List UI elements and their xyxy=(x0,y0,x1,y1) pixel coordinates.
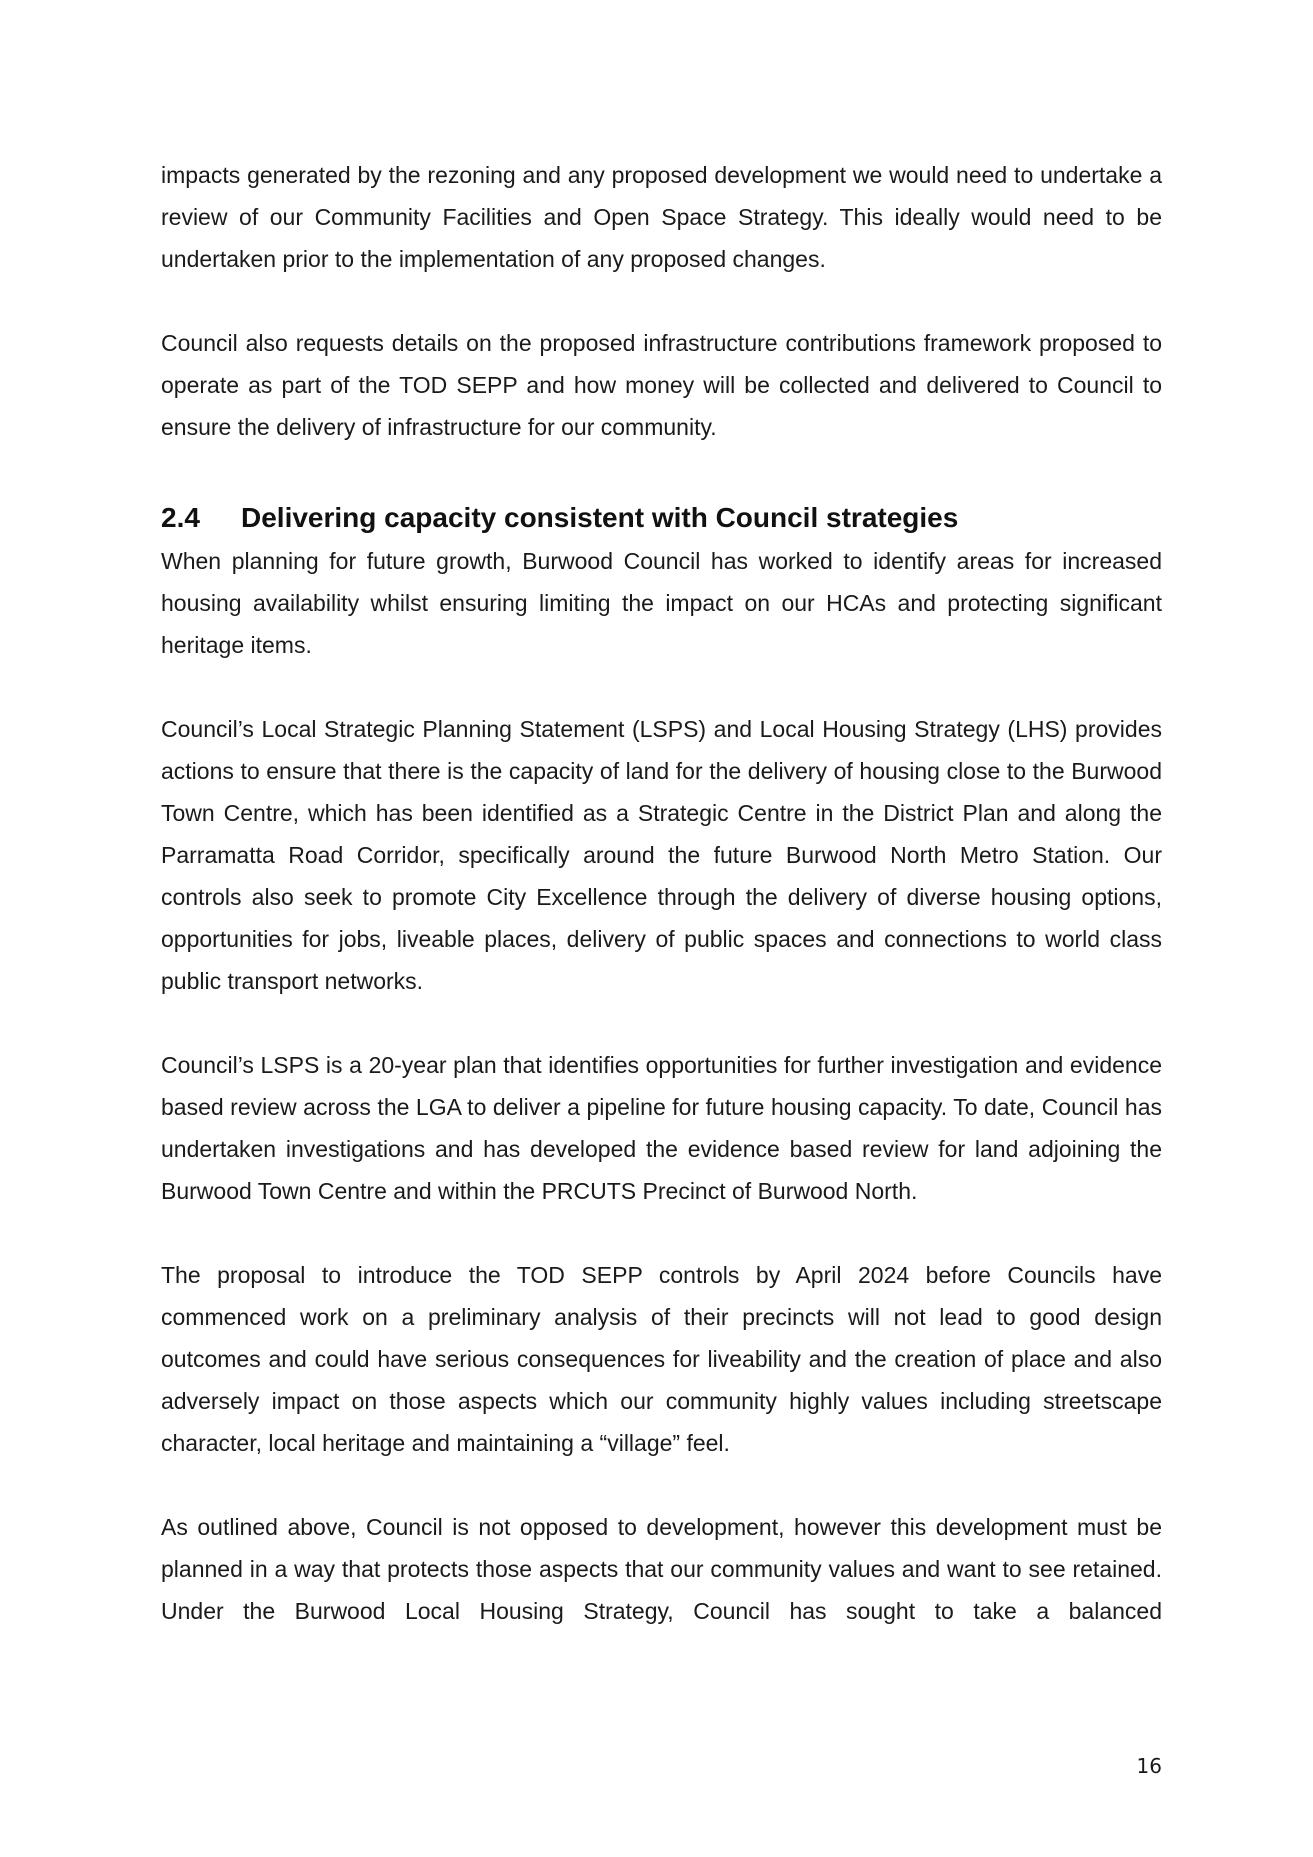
paragraph-lsps-20-year: Council’s LSPS is a 20-year plan that identifies opportunities for further investigation and evidence based review across the LGA to deliver a pipeline for future housing capacity. To date, Council has undertaken investigations and has developed the evidence based review for land adjoining the Burwood Town Centre and within the PRCUTS Precinct of Burwood North. xyxy=(161,1052,1162,1204)
paragraph-future-growth: When planning for future growth, Burwood Council has worked to identify areas for increased housing availability whilst ensuring limiting the impact on our HCAs and protecting significant heritage items. xyxy=(161,548,1162,658)
paragraph-tod-sepp-proposal: The proposal to introduce the TOD SEPP controls by April 2024 before Councils have commenced work on a preliminary analysis of their precincts will not lead to good design outcomes and could have serious consequences for liveability and the creation of place and also adversely impact on those aspects which our community highly values including streetscape character, local heritage and maintaining a “village” feel. xyxy=(161,1262,1162,1456)
paragraph-community-facilities: impacts generated by the rezoning and any proposed development we would need to undertake a review of our Community Facilities and Open Space Strategy. This ideally would need to be undertaken prior to the implementation of any proposed changes. xyxy=(161,162,1162,272)
paragraph-infrastructure-contributions: Council also requests details on the proposed infrastructure contributions framework proposed to operate as part of the TOD SEPP and how money will be collected and delivered to Council to ensure the delivery of infrastructure for our community. xyxy=(161,330,1162,440)
section-heading xyxy=(161,498,1162,538)
page-number: 16 xyxy=(1136,1754,1162,1778)
section-title: Delivering capacity consistent with Council strategies xyxy=(241,502,959,533)
paragraph-balanced-approach: As outlined above, Council is not opposed to development, however this development must be planned in a way that protects those aspects that our community values and want to see retained. Under the Burwood Local Housing Strategy, Council has sought to take a balanced xyxy=(161,1514,1162,1624)
section-number: 2.4 xyxy=(161,502,200,533)
page-body xyxy=(161,154,1162,1674)
paragraph-lsps-lhs: Council’s Local Strategic Planning Statement (LSPS) and Local Housing Strategy (LHS) provides actions to ensure that there is the capacity of land for the delivery of housing close to the Burwood Town Centre, which has been identified as a Strategic Centre in the District Plan and along the Parramatta Road Corridor, specifically around the future Burwood North Metro Station. Our controls also seek to promote City Excellence through the delivery of diverse housing options, opportunities for jobs, liveable places, delivery of public spaces and connections to world class public transport networks. xyxy=(161,716,1162,994)
